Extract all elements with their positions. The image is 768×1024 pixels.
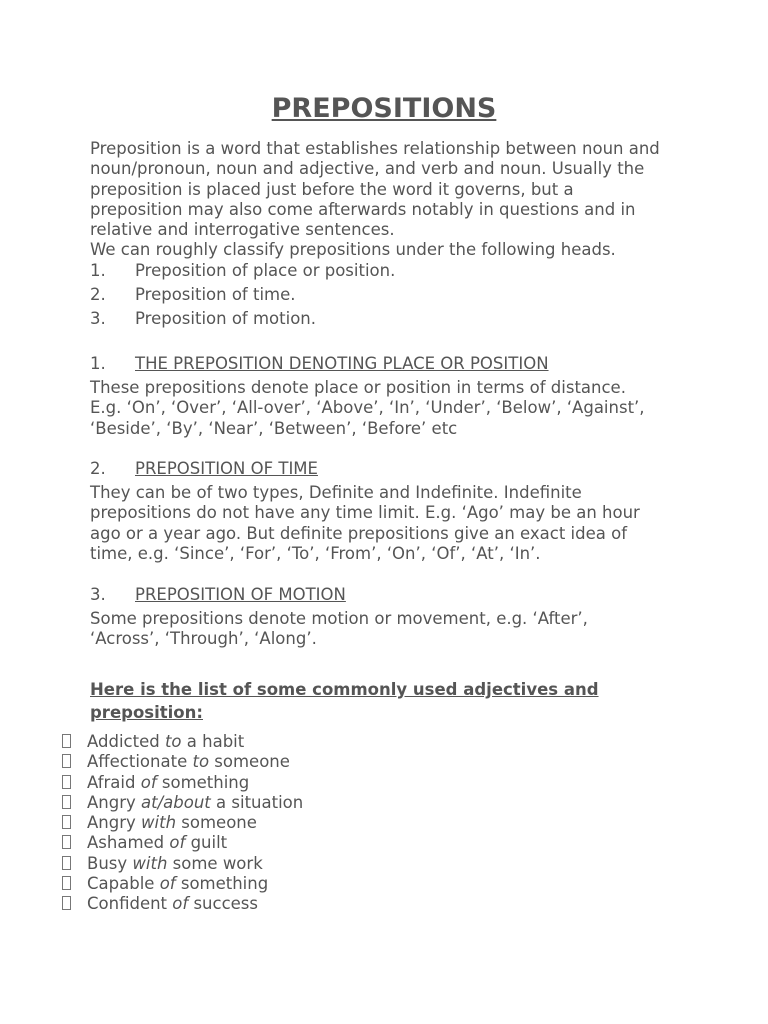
section-title: THE PREPOSITION DENOTING PLACE OR POSITION — [135, 354, 549, 373]
object-text: a habit — [186, 732, 245, 751]
list-heading-line: Here is the list of some commonly used adjectives and — [90, 680, 599, 699]
object-text: guilt — [190, 833, 228, 853]
section-line: E.g. ‘On’, ‘Over’, ‘All-over’, ‘Above’, ‘In’, ‘Under’, ‘Below’, ‘Against’, — [90, 398, 645, 418]
intro-line: Preposition is a word that establishes relationship between noun and — [90, 139, 660, 158]
bullet-box-icon — [62, 795, 71, 809]
bullet-box-icon — [62, 856, 71, 870]
object-text: success — [193, 894, 258, 914]
preposition: at/about — [141, 792, 211, 812]
bullet-box-icon — [62, 896, 71, 910]
adjective-word: Angry — [87, 813, 136, 833]
intro-line: We can roughly classify prepositions under the following heads. — [90, 240, 616, 260]
section-number: 3. — [90, 585, 106, 604]
list-item — [62, 874, 303, 894]
section-heading — [90, 354, 549, 374]
section-line: These prepositions denote place or position in terms of distance. — [90, 378, 626, 397]
section-line: ‘Across’, ‘Through’, ‘Along’. — [90, 629, 317, 649]
list-item — [62, 894, 303, 914]
list-item — [62, 854, 303, 874]
adjective-word: Ashamed — [87, 833, 165, 853]
section-line: They can be of two types, Definite and Indefinite. Indefinite — [90, 483, 582, 502]
section-body — [90, 609, 690, 650]
section-line: Some prepositions denote motion or movement, e.g. ‘After’, — [90, 609, 588, 628]
object-text: something — [180, 874, 269, 894]
adjective-word: Affectionate — [87, 752, 188, 772]
head-item — [90, 309, 316, 329]
list-item — [62, 793, 303, 813]
bullet-box-icon — [62, 815, 71, 829]
object-text: someone — [181, 813, 257, 833]
section-title: PREPOSITION OF TIME — [135, 459, 318, 478]
preposition: of — [140, 772, 157, 792]
section-heading — [90, 459, 318, 479]
intro-line: preposition may also come afterwards notably in questions and in — [90, 199, 636, 219]
intro-line: preposition is placed just before the word it governs, but a — [90, 179, 574, 199]
bullet-box-icon — [62, 754, 71, 768]
preposition: of — [169, 833, 186, 853]
adjective-list — [62, 732, 303, 915]
adjective-word: Busy — [87, 853, 128, 873]
list-item — [62, 813, 303, 833]
head-item — [90, 261, 395, 281]
bullet-box-icon — [62, 734, 71, 748]
object-text: someone — [214, 752, 290, 772]
list-heading-line: preposition: — [90, 703, 203, 722]
bullet-box-icon — [62, 775, 71, 789]
preposition: with — [132, 853, 168, 873]
preposition: to — [192, 752, 210, 772]
head-label: Preposition of place or position. — [135, 261, 396, 280]
section-title: PREPOSITION OF MOTION — [135, 585, 346, 604]
adjective-word: Afraid — [87, 772, 136, 792]
list-heading — [90, 678, 650, 724]
section-line: time, e.g. ‘Since’, ‘For’, ‘To’, ‘From’, ‘On’, ‘Of’, ‘At’, ‘In’. — [90, 543, 541, 563]
section-line: prepositions do not have any time limit. E.g. ‘Ago’ may be an hour — [90, 503, 640, 523]
head-number: 2. — [90, 285, 106, 304]
preposition: of — [172, 894, 189, 914]
section-body — [90, 378, 690, 439]
section-line: ago or a year ago. But definite prepositions give an exact idea of — [90, 523, 628, 543]
section-line: ‘Beside’, ‘By’, ‘Near’, ‘Between’, ‘Before’ etc — [90, 418, 458, 438]
list-item — [62, 752, 303, 772]
bullet-box-icon — [62, 876, 71, 890]
adjective-word: Angry — [87, 792, 136, 812]
preposition: of — [159, 874, 176, 894]
preposition: to — [164, 732, 182, 751]
section-body — [90, 483, 690, 564]
object-text: some work — [172, 853, 263, 873]
list-item — [62, 833, 303, 853]
adjective-word: Capable — [87, 874, 155, 894]
adjective-word: Confident — [87, 894, 168, 914]
section-number: 1. — [90, 354, 106, 373]
head-number: 3. — [90, 309, 106, 328]
adjective-word: Addicted — [87, 732, 160, 751]
intro-paragraph — [90, 139, 690, 261]
object-text: something — [161, 772, 250, 792]
page-title: PREPOSITIONS — [271, 93, 497, 124]
intro-line: relative and interrogative sentences. — [90, 220, 395, 240]
head-label: Preposition of time. — [135, 285, 296, 304]
head-number: 1. — [90, 261, 106, 280]
list-item — [62, 773, 303, 793]
intro-line: noun/pronoun, noun and adjective, and verb and noun. Usually the — [90, 159, 645, 179]
object-text: a situation — [216, 792, 304, 812]
preposition: with — [141, 813, 177, 833]
bullet-box-icon — [62, 835, 71, 849]
head-item — [90, 285, 296, 305]
list-item — [62, 732, 303, 752]
section-number: 2. — [90, 459, 106, 478]
section-heading — [90, 585, 346, 605]
head-label: Preposition of motion. — [135, 309, 317, 328]
